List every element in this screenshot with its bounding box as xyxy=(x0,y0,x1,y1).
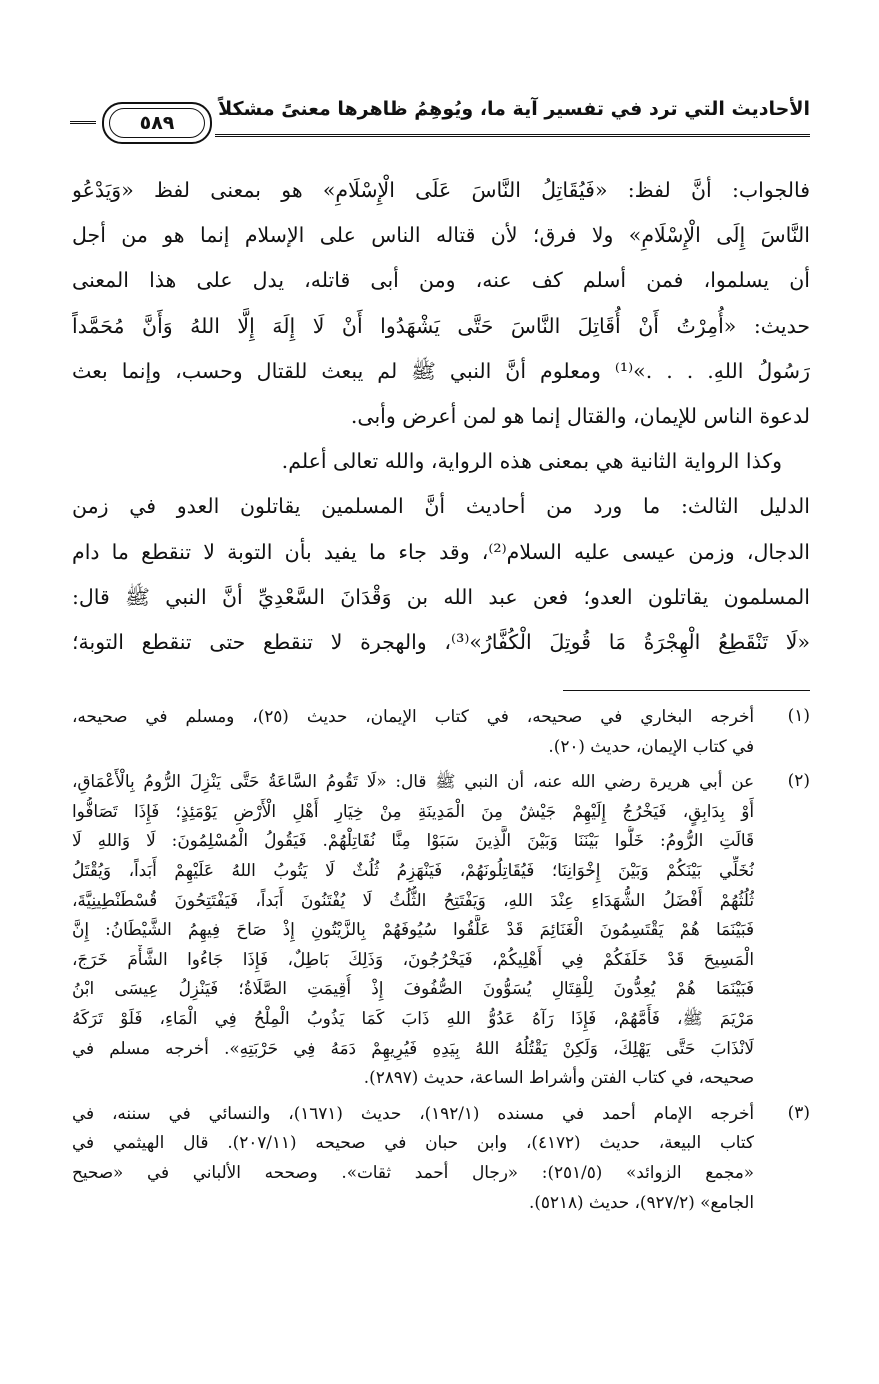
footnote-separator xyxy=(563,690,810,691)
footnote-line: صحيحه، في كتاب الفتن وأشراط الساعة، حديث (٢٨٩٧). xyxy=(363,1067,754,1088)
footnote-number: (٣) xyxy=(787,1102,810,1123)
text-line: أن يسلموا، فمن أسلم كف عنه، ومن أبى قاتله، يدل على هذا المعنى xyxy=(72,268,810,293)
footnote-2 xyxy=(72,767,810,1093)
footnote-line: «مجمع الزوائد» (٢٥١/٥): «رجال أحمد ثقات». وصححه الألباني في «صحيح xyxy=(72,1161,754,1182)
footnote-line: في كتاب الإيمان، حديث (٢٠). xyxy=(548,735,754,756)
text-line: المسلمون يقاتلون العدو؛ فعن عبد الله بن وَقْدَانَ السَّعْدِيِّ أنَّ النبي ﷺ قال: xyxy=(72,584,810,609)
text-line: الدجال، وزمن عيسى عليه السلام⁽²⁾، وقد جاء ما يفيد بأن التوبة لا تنقطع ما دام xyxy=(72,539,810,564)
footnote-line: الْمَسِيحَ قَدْ خَلَفَكُمْ فِي أَهْلِيكُمْ، فَيَخْرُجُونَ، وَذَلِكَ بَاطِلٌ، فَإِذَا جَاءُوا الشَّأْمَ خَرَجَ، xyxy=(72,948,754,969)
footnote-number: (١) xyxy=(787,706,810,726)
text-line: النَّاسَ إِلَى الْإِسْلَامِ» ولا فرق؛ لأن قتاله الناس على الإسلام إنما هو من أجل xyxy=(72,223,810,248)
footnote-line: أخرجه الإمام أحمد في مسنده (١٩٢/١)، حديث (١٦٧١)، والنسائي في سننه، في xyxy=(72,1102,754,1123)
footnote-line: فَبَيْنَمَا هُمْ يَقْتَسِمُونَ الْغَنَائِمَ قَدْ عَلَّقُوا سُيُوفَهُمْ بِالزَّيْتُونِ إِذْ صَاحَ فِيهِمُ الشَّيْطَانُ: إِنَّ xyxy=(72,919,754,940)
running-title: الأحاديث التي ترد في تفسير آية ما، ويُوهِمُ ظاهرها معنىً مشكلاً xyxy=(218,98,810,120)
main-text xyxy=(72,168,810,665)
footnote-number: (٢) xyxy=(787,771,810,792)
header-rule xyxy=(215,134,810,137)
header-rule-left xyxy=(70,121,96,124)
footnote-line: لَانْذَابَ حَتَّى يَهْلِكَ، وَلَكِنْ يَقْتُلُهُ اللهُ بِيَدِهِ فَيُرِيهِمْ دَمَهُ فِي حَرْبَتِهِ». أخرجه مسلم في xyxy=(72,1037,754,1058)
page-header xyxy=(70,96,810,152)
text-line: الدليل الثالث: ما ورد من أحاديث أنَّ المسلمين يقاتلون العدو في زمن xyxy=(72,494,810,519)
footnote-line: قَالَتِ الرُّومُ: خَلُّوا بَيْنَنَا وَبَيْنَ الَّذِينَ سَبَوْا مِنَّا نُقَاتِلْهُمْ. فَيَقُولُ الْمُسْلِمُونَ: لَا وَاللهِ لَا xyxy=(72,830,754,851)
text-line: رَسُولُ اللهِ. . . .»⁽¹⁾ ومعلوم أنَّ النبي ﷺ لم يبعث للقتال وحسب، وإنما بعث xyxy=(72,358,810,383)
page-number: ٥٨٩ xyxy=(109,108,205,138)
footnote-line: أخرجه البخاري في صحيحه، في كتاب الإيمان، حديث (٢٥)، ومسلم في صحيحه، xyxy=(72,706,754,726)
footnote-line: نُخَلِّي بَيْنَكُمْ وَبَيْنَ إِخْوَانِنَا؛ فَيُقَاتِلُونَهُمْ، فَيَنْهَزِمُ ثُلُثٌ لَا يَتُوبُ اللهُ عَلَيْهِمْ أَبَداً، وَيُقْتَلُ xyxy=(72,859,754,880)
text-line: لدعوة الناس للإيمان، والقتال إنما هو لمن أعرض وأبى. xyxy=(350,403,810,428)
footnote-line: أَوْ بِدَابِقٍ، فَيَخْرُجُ إِلَيْهِمْ جَيْشٌ مِنَ الْمَدِينَةِ مِنْ خِيَارِ أَهْلِ الْأَرْضِ يَوْمَئِذٍ؛ فَإِذَا تَصَافُّوا xyxy=(72,800,754,821)
text-line: حديث: «أُمِرْتُ أَنْ أُقَاتِلَ النَّاسَ حَتَّى يَشْهَدُوا أَنْ لَا إِلَهَ إِلَّا اللهُ وَأَنَّ مُحَمَّداً xyxy=(72,313,810,338)
text-line: فالجواب: أنَّ لفظ: «فَيُقَاتِلُ النَّاسَ عَلَى الْإِسْلَامِ» هو بمعنى لفظ «وَيَدْعُو xyxy=(72,178,810,202)
footnote-line: الجامع» (٩٢٧/٢)، حديث (٥٢١٨). xyxy=(529,1191,754,1212)
footnotes xyxy=(72,702,810,1219)
footnote-line: كتاب البيعة، حديث (٤١٧٢)، وابن حبان في صحيحه (٢٠٧/١١). قال الهيثمي في xyxy=(72,1132,754,1153)
text-line: وكذا الرواية الثانية هي بمعنى هذه الرواية، والله تعالى أعلم. xyxy=(281,449,782,474)
footnote-line: فَبَيْنَمَا هُمْ يُعِدُّونَ لِلْقِتَالِ يُسَوُّونَ الصُّفُوفَ إِذْ أُقِيمَتِ الصَّلَاةُ؛ فَيَنْزِلُ عِيسَى ابْنُ xyxy=(72,978,754,999)
footnote-line: مَرْيَمَ ﷺ، فَأَمَّهُمْ، فَإِذَا رَآهُ عَدُوُّ اللهِ ذَابَ كَمَا يَذُوبُ الْمِلْحُ فِي الْمَاءِ، فَلَوْ تَرَكَهُ xyxy=(72,1007,754,1028)
footnote-line: عن أبي هريرة رضي الله عنه، أن النبي ﷺ قال: «لَا تَقُومُ السَّاعَةُ حَتَّى يَنْزِلَ الرُّومُ بِالْأَعْمَاقِ، xyxy=(72,771,754,792)
footnote-line: ثُلُثُهُمْ أَفْضَلُ الشُّهَدَاءِ عِنْدَ اللهِ، وَيَفْتَتِحُ الثُّلُثُ لَا يُفْتَنُونَ أَبَداً، فَيَفْتَتِحُونَ قُسْطَنْطِينِيَّةَ، xyxy=(72,889,754,910)
footnote-3 xyxy=(72,1099,810,1217)
page-number-badge xyxy=(102,102,212,144)
footnote-1 xyxy=(72,702,810,761)
text-line: «لَا تَنْقَطِعُ الْهِجْرَةُ مَا قُوتِلَ الْكُفَّارُ»⁽³⁾، والهجرة لا تنقطع حتى تنقطع التوبة؛ xyxy=(72,629,810,654)
